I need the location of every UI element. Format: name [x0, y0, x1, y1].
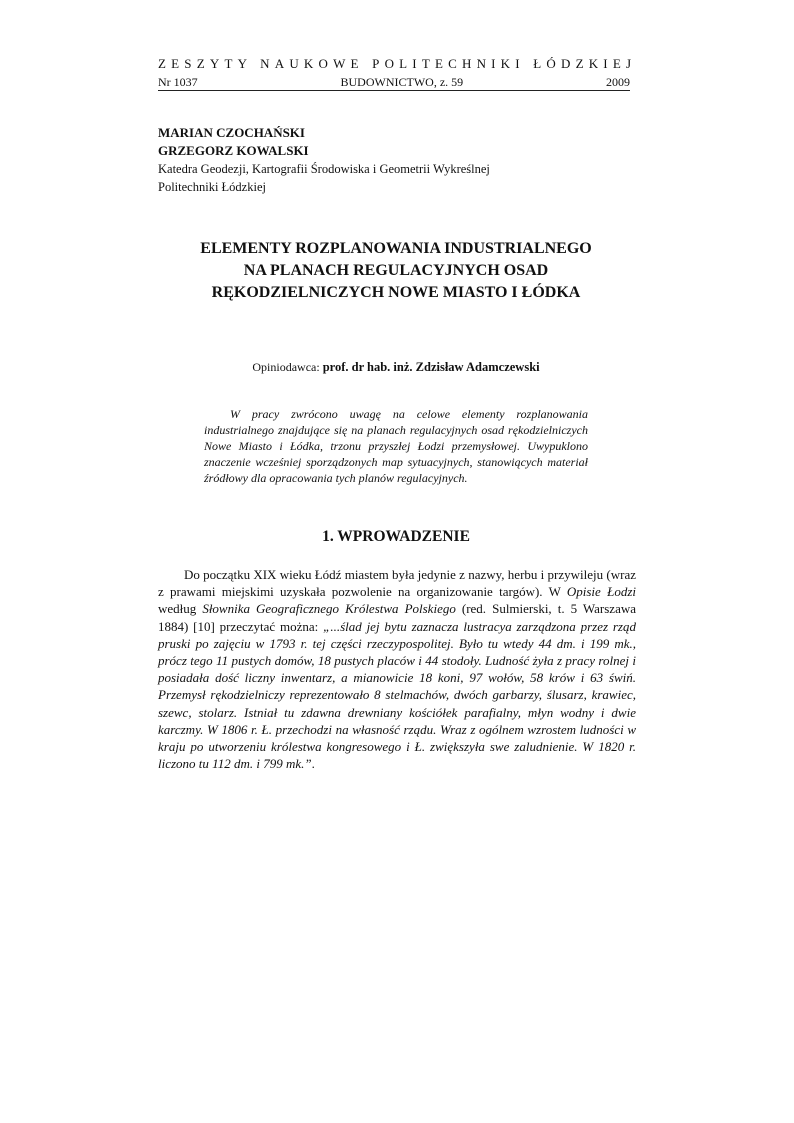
paper-title [158, 238, 634, 304]
title-line: ELEMENTY ROZPLANOWANIA INDUSTRIALNEGO [200, 240, 592, 257]
author-name: GRZEGORZ KOWALSKI [158, 143, 309, 158]
title-line: RĘKODZIELNICZYCH NOWE MIASTO I ŁÓDKA [211, 284, 581, 301]
publication-year: 2009 [605, 75, 630, 89]
issue-number: Nr 1037 [158, 75, 198, 89]
body-paragraph [158, 566, 636, 772]
series-volume: BUDOWNICTWO, z. 59 [340, 75, 464, 89]
paragraph-text: według [158, 601, 203, 617]
section-heading: 1. WPROWADZENIE [322, 528, 470, 545]
citation-title: Opisie Łodzi [566, 584, 636, 600]
reviewer-label: Opiniodawca: [252, 360, 323, 374]
journal-title: ZESZYTY NAUKOWE POLITECHNIKI ŁÓDZKIEJ [158, 56, 637, 71]
paragraph-text: (red. Sulmierski, t. 5 Warszawa 1884) [10] przeczytać można: [158, 601, 636, 634]
reviewer-line [158, 360, 634, 375]
title-line: NA PLANACH REGULACYJNYCH OSAD [243, 262, 549, 279]
author-block [158, 124, 490, 196]
issue-line [158, 75, 630, 91]
paragraph-text: Do początku XIX wieku Łódź miastem była jedynie z nazwy, herbu i przywileju (wraz z prawami miejskimi uzyskała pozwolenie na organizowanie targów). W [158, 567, 636, 600]
author-name: MARIAN CZOCHAŃSKI [158, 125, 305, 140]
citation-title: Słownika Geograficznego Królestwa Polskiego [202, 601, 456, 617]
abstract: W pracy zwrócono uwagę na celowe elementy rozplanowania industrialnego znajdujące się na planach regulacyjnych osad rękodzielniczych Nowe Miasto i Łódka, trzonu przyszłej Łodzi przemysłowej. Uwypuklono znaczenie wcześniej sporządzonych map sytuacyjnych, stanowiących materiał źródłowy dla opracowania tych planów regulacyjnych. [204, 407, 588, 485]
quotation: „...ślad jej bytu zaznacza lustracya zarządzona przez rząd pruski po zajęciu w 1793 r. tej części rzeczypospolitej. Było tu wtedy 44 dm. i 199 mk., prócz tego 11 pustych domów, 18 pustych placów i 44 stodoły. Ludność żyła z pracy rolnej i posiadała dość liczny inwentarz, a mianowicie 18 koni, 97 wołów, 58 krów i 63 świń. Przemysł rękodzielniczy reprezentowało 8 stelmachów, dwóch garbarzy, ślusarz, krawiec, szewc, stolarz. Istniał tu zdawna drewniany kościółek parafialny, młyn wodny i dwie karczmy. W 1806 r. Ł. przechodzi na własność rządu. Wraz z ogólnem wzrostem ludności w kraju po utworzeniu królestwa kongresowego i Ł. zwiększyła swe zaludnienie. W 1820 r. liczono tu 112 dm. i 799 mk.” [158, 618, 636, 772]
affiliation-line: Katedra Geodezji, Kartografii Środowiska i Geometrii Wykreślnej [158, 162, 490, 176]
affiliation-line: Politechniki Łódzkiej [158, 180, 266, 194]
reviewer-name: prof. dr hab. inż. Zdzisław Adamczewski [322, 360, 540, 374]
paragraph-text: . [311, 756, 315, 772]
